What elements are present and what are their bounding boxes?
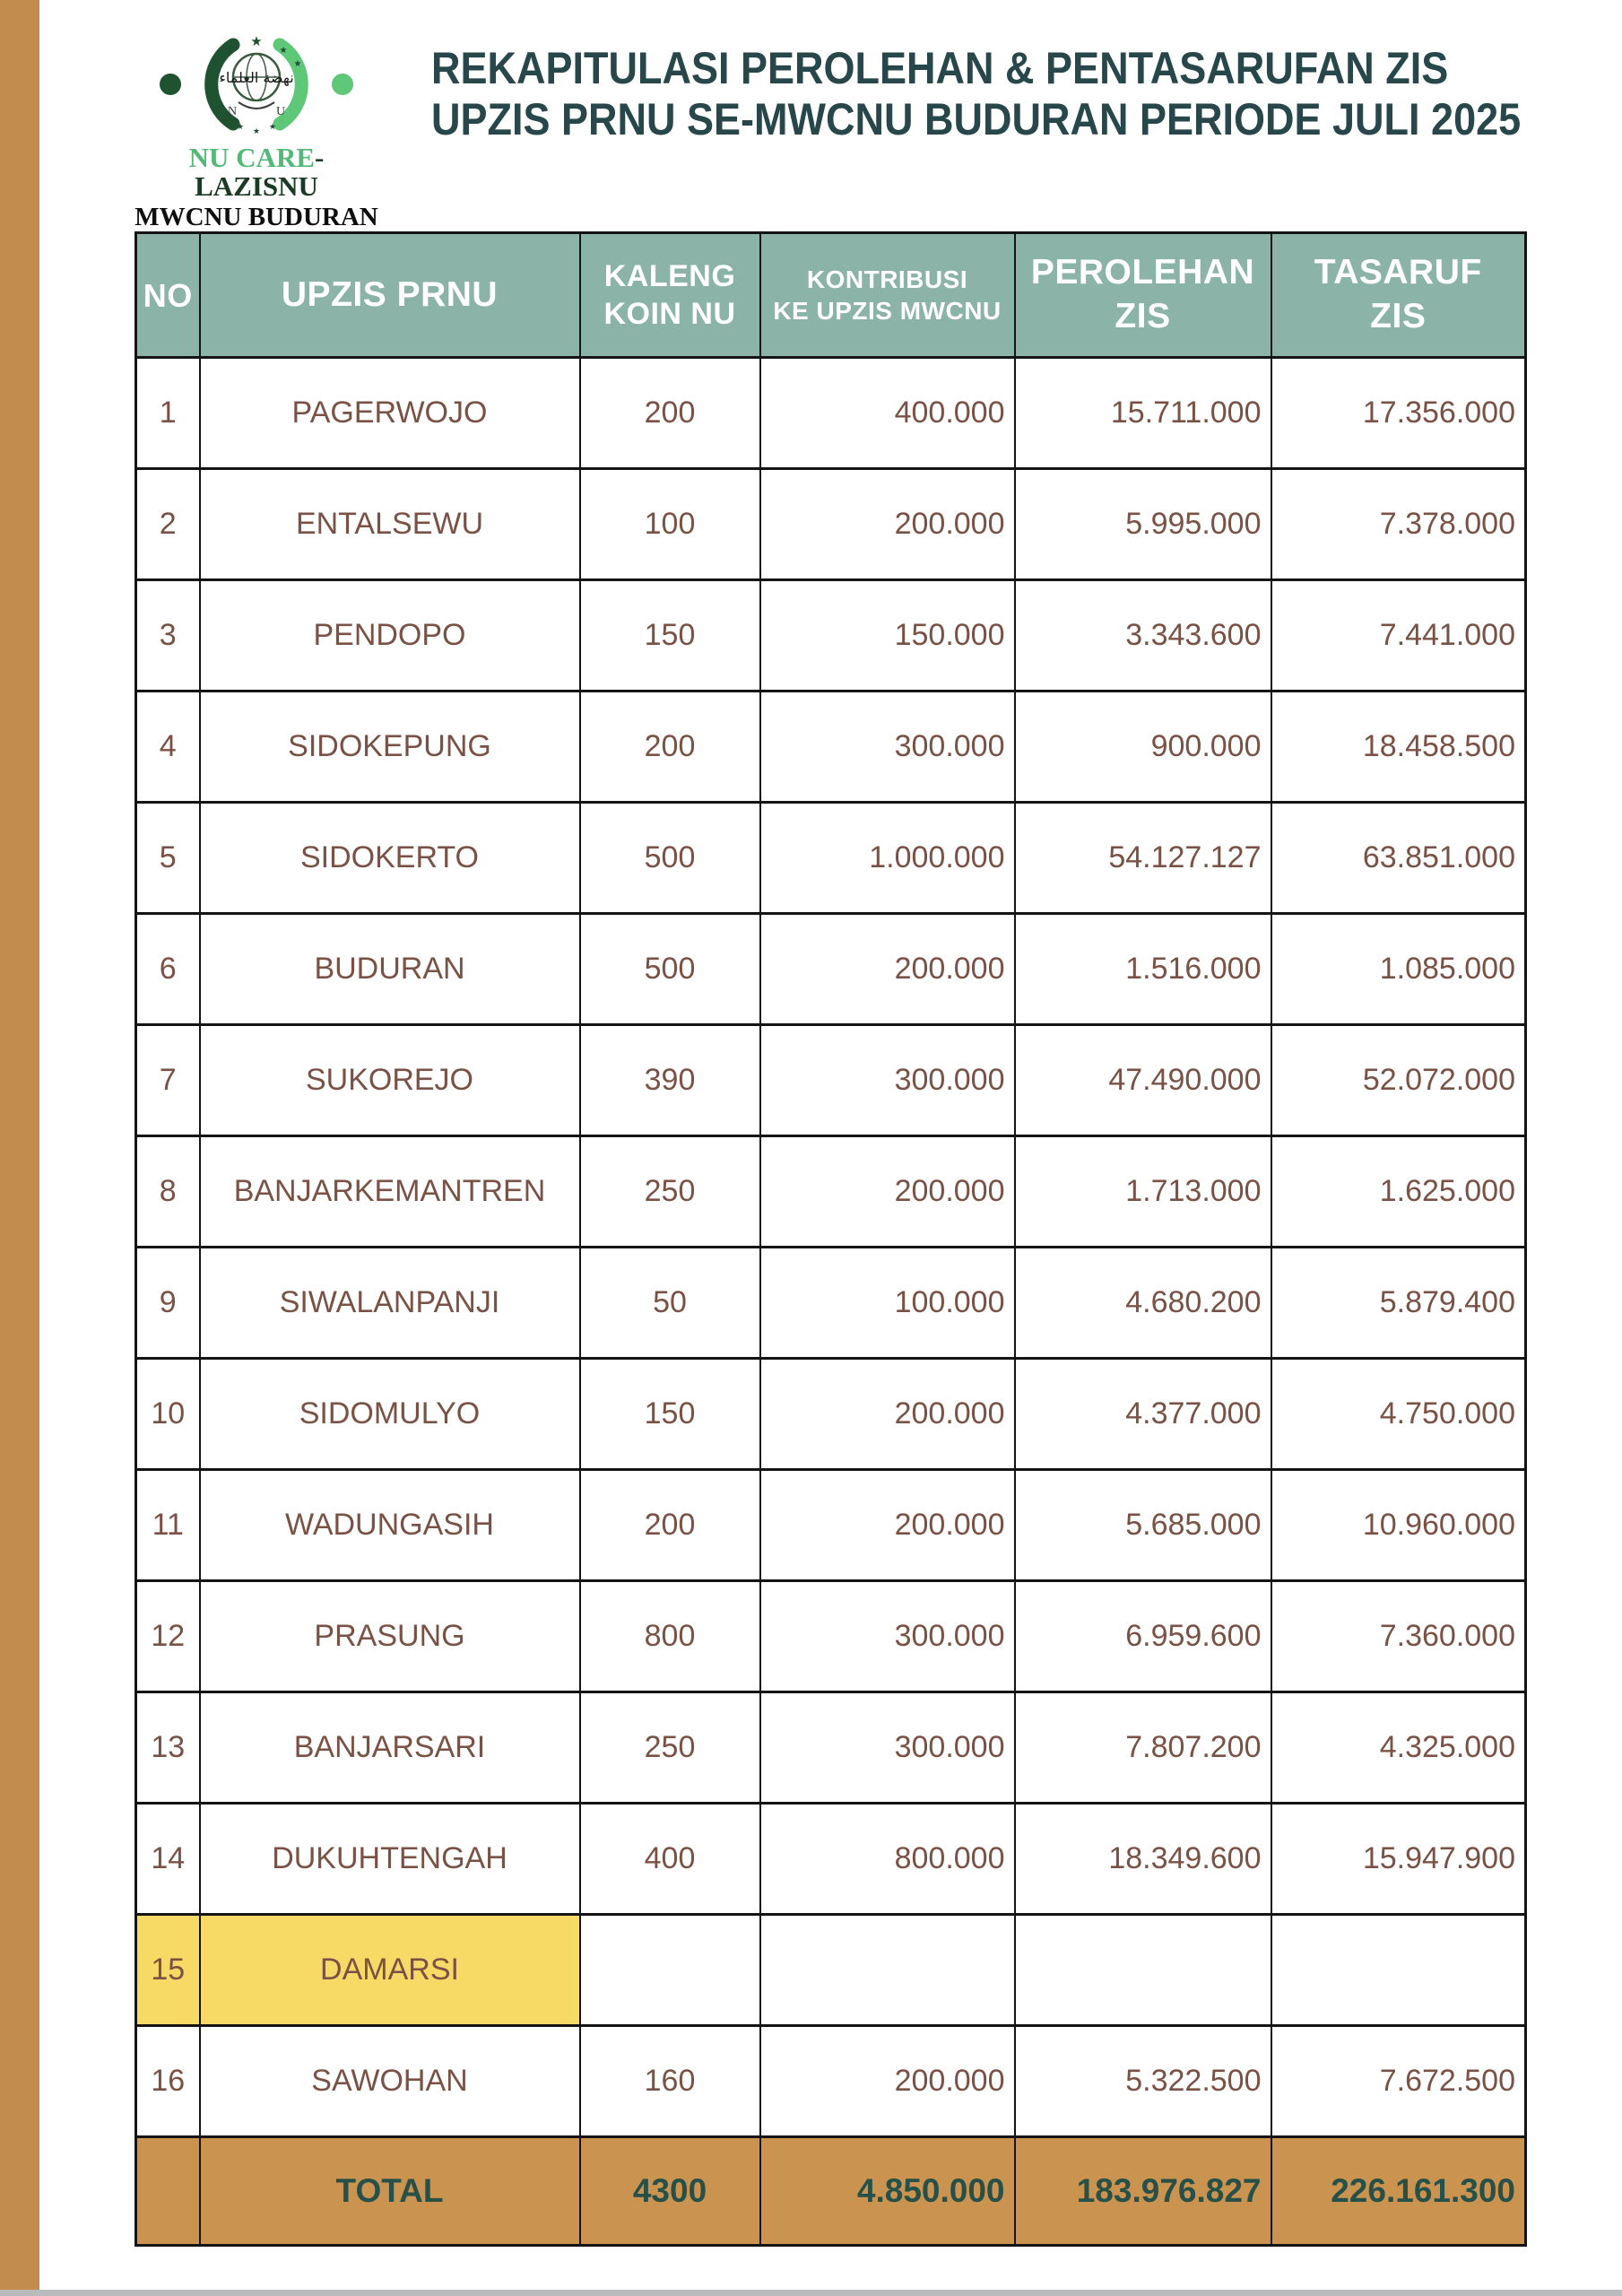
kaleng-value-cell: 50 — [580, 1248, 760, 1359]
perolehan-value-cell: 5.995.000 — [1015, 469, 1271, 580]
logo-letter-n: N — [227, 105, 238, 118]
bottom-edge-strip — [0, 2290, 1622, 2296]
upzis-name-cell: SAWOHAN — [200, 2026, 580, 2137]
row-number-cell: 12 — [136, 1581, 200, 1692]
tasaruf-value-cell: 4.750.000 — [1271, 1359, 1526, 1470]
logo-left-dot — [160, 74, 181, 95]
row-number-cell: 7 — [136, 1025, 200, 1136]
column-header-upzis-prnu: UPZIS PRNU — [200, 233, 580, 358]
tasaruf-value-cell: 5.879.400 — [1271, 1248, 1526, 1359]
upzis-name-cell: BANJARKEMANTREN — [200, 1136, 580, 1248]
column-header-tasaruf-zis: TASARUF ZIS — [1271, 233, 1526, 358]
column-header-no: NO — [136, 233, 200, 358]
upzis-name-cell: SIDOKEPUNG — [200, 691, 580, 803]
tasaruf-value-cell: 4.325.000 — [1271, 1692, 1526, 1804]
table-row — [136, 580, 1526, 691]
kontribusi-value-cell — [760, 1915, 1015, 2026]
kaleng-value-cell — [580, 1915, 760, 2026]
upzis-name-cell: WADUNGASIH — [200, 1470, 580, 1581]
tasaruf-value-cell: 7.378.000 — [1271, 469, 1526, 580]
row-number-cell: 14 — [136, 1804, 200, 1915]
kontribusi-value-cell: 300.000 — [760, 1692, 1015, 1804]
perolehan-value-cell: 4.377.000 — [1015, 1359, 1271, 1470]
kaleng-value-cell: 400 — [580, 1804, 760, 1915]
kaleng-value-cell: 500 — [580, 803, 760, 914]
row-number-cell: 16 — [136, 2026, 200, 2137]
table-row — [136, 358, 1526, 469]
logo-brand-line — [133, 144, 380, 201]
row-number-cell: 10 — [136, 1359, 200, 1470]
perolehan-value-cell: 3.343.600 — [1015, 580, 1271, 691]
kaleng-value-cell: 100 — [580, 469, 760, 580]
tasaruf-value-cell: 18.458.500 — [1271, 691, 1526, 803]
kaleng-value-cell: 200 — [580, 1470, 760, 1581]
kaleng-value-cell: 800 — [580, 1581, 760, 1692]
kontribusi-value-cell: 200.000 — [760, 1136, 1015, 1248]
upzis-name-cell: BANJARSARI — [200, 1692, 580, 1804]
perolehan-value-cell: 1.713.000 — [1015, 1136, 1271, 1248]
kaleng-value-cell: 200 — [580, 691, 760, 803]
tasaruf-value-cell — [1271, 1915, 1526, 2026]
star-icon: ★ — [252, 126, 261, 135]
perolehan-value-cell: 15.711.000 — [1015, 358, 1271, 469]
table-row — [136, 1025, 1526, 1136]
row-number-cell: 3 — [136, 580, 200, 691]
report-title-line1: REKAPITULASI PEROLEHAN & PENTASARUFAN ZIS — [431, 43, 1449, 93]
row-number-cell: 13 — [136, 1692, 200, 1804]
row-number-cell: 15 — [136, 1915, 200, 2026]
total-kaleng-value: 4300 — [580, 2137, 760, 2246]
table-footer — [136, 2137, 1526, 2246]
kontribusi-value-cell: 200.000 — [760, 469, 1015, 580]
kontribusi-value-cell: 300.000 — [760, 1581, 1015, 1692]
total-perolehan-value: 183.976.827 — [1015, 2137, 1271, 2246]
tasaruf-value-cell: 7.672.500 — [1271, 2026, 1526, 2137]
star-icon: ★ — [250, 34, 263, 49]
nu-care-lazisnu-logo — [133, 34, 380, 258]
perolehan-value-cell: 4.680.200 — [1015, 1248, 1271, 1359]
header-row — [136, 233, 1526, 358]
star-icon: ★ — [225, 46, 234, 56]
table-row — [136, 1470, 1526, 1581]
star-icon: ★ — [279, 46, 288, 56]
table-row — [136, 1248, 1526, 1359]
total-row — [136, 2137, 1526, 2246]
table-row — [136, 1915, 1526, 2026]
tasaruf-value-cell: 17.356.000 — [1271, 358, 1526, 469]
perolehan-value-cell: 5.685.000 — [1015, 1470, 1271, 1581]
logo-brand-green: NU CARE — [188, 142, 316, 173]
kontribusi-value-cell: 300.000 — [760, 691, 1015, 803]
kontribusi-value-cell: 200.000 — [760, 914, 1015, 1025]
star-icon: ★ — [293, 59, 302, 69]
table-body — [136, 358, 1526, 2137]
tasaruf-value-cell: 15.947.900 — [1271, 1804, 1526, 1915]
perolehan-value-cell: 5.322.500 — [1015, 2026, 1271, 2137]
kaleng-value-cell: 150 — [580, 1359, 760, 1470]
kontribusi-value-cell: 400.000 — [760, 358, 1015, 469]
kaleng-value-cell: 200 — [580, 358, 760, 469]
perolehan-value-cell: 18.349.600 — [1015, 1804, 1271, 1915]
logo-brand-dark: -LAZISNU — [195, 142, 325, 202]
kontribusi-value-cell: 200.000 — [760, 1470, 1015, 1581]
logo-arabic-text: نهضة العلماء — [219, 69, 294, 86]
upzis-name-cell: SIDOKERTO — [200, 803, 580, 914]
column-header-kaleng-koin-nu: KALENG KOIN NU — [580, 233, 760, 358]
kontribusi-value-cell: 800.000 — [760, 1804, 1015, 1915]
table-row — [136, 914, 1526, 1025]
kontribusi-value-cell: 1.000.000 — [760, 803, 1015, 914]
tasaruf-value-cell: 10.960.000 — [1271, 1470, 1526, 1581]
column-header-perolehan-zis: PEROLEHAN ZIS — [1015, 233, 1271, 358]
table-row — [136, 1692, 1526, 1804]
perolehan-value-cell: 6.959.600 — [1015, 1581, 1271, 1692]
kontribusi-value-cell: 200.000 — [760, 1359, 1015, 1470]
logo-letter-u: U — [275, 105, 286, 118]
kontribusi-value-cell: 100.000 — [760, 1248, 1015, 1359]
star-icon: ★ — [211, 59, 220, 69]
kaleng-value-cell: 500 — [580, 914, 760, 1025]
row-number-cell: 1 — [136, 358, 200, 469]
upzis-name-cell: BUDURAN — [200, 914, 580, 1025]
table-row — [136, 803, 1526, 914]
left-accent-stripe — [0, 0, 39, 2290]
table-row — [136, 1581, 1526, 1692]
table-row — [136, 691, 1526, 803]
perolehan-value-cell: 47.490.000 — [1015, 1025, 1271, 1136]
table-row — [136, 1359, 1526, 1470]
tasaruf-value-cell: 7.360.000 — [1271, 1581, 1526, 1692]
total-kontribusi-value: 4.850.000 — [760, 2137, 1015, 2246]
kaleng-value-cell: 160 — [580, 2026, 760, 2137]
tasaruf-value-cell: 1.085.000 — [1271, 914, 1526, 1025]
table-row — [136, 1136, 1526, 1248]
table-row — [136, 469, 1526, 580]
tasaruf-value-cell: 63.851.000 — [1271, 803, 1526, 914]
row-number-cell: 6 — [136, 914, 200, 1025]
logo-right-dot — [332, 74, 353, 95]
upzis-name-cell: DUKUHTENGAH — [200, 1804, 580, 1915]
report-title-line2: UPZIS PRNU SE-MWCNU BUDURAN PERIODE JULI 2025 — [431, 94, 1522, 144]
upzis-name-cell: SIWALANPANJI — [200, 1248, 580, 1359]
total-label: TOTAL — [200, 2137, 580, 2246]
row-number-cell: 4 — [136, 691, 200, 803]
kaleng-value-cell: 390 — [580, 1025, 760, 1136]
perolehan-value-cell: 54.127.127 — [1015, 803, 1271, 914]
table-row — [136, 1804, 1526, 1915]
kaleng-value-cell: 250 — [580, 1136, 760, 1248]
tasaruf-value-cell: 1.625.000 — [1271, 1136, 1526, 1248]
upzis-name-cell: DAMARSI — [200, 1915, 580, 2026]
kaleng-value-cell: 150 — [580, 580, 760, 691]
row-number-cell: 9 — [136, 1248, 200, 1359]
table-header — [136, 233, 1526, 358]
total-no-cell — [136, 2137, 200, 2246]
row-number-cell: 11 — [136, 1470, 200, 1581]
logo-org-name: MWCNU BUDURAN — [134, 203, 378, 231]
upzis-name-cell: SIDOMULYO — [200, 1359, 580, 1470]
tasaruf-value-cell: 7.441.000 — [1271, 580, 1526, 691]
column-header-kontribusi: KONTRIBUSI KE UPZIS MWCNU — [760, 233, 1015, 358]
table-row — [136, 2026, 1526, 2137]
tasaruf-value-cell: 52.072.000 — [1271, 1025, 1526, 1136]
perolehan-value-cell: 1.516.000 — [1015, 914, 1271, 1025]
upzis-name-cell: ENTALSEWU — [200, 469, 580, 580]
star-icon: ★ — [268, 122, 277, 131]
report-title — [377, 43, 1522, 145]
row-number-cell: 2 — [136, 469, 200, 580]
upzis-name-cell: PENDOPO — [200, 580, 580, 691]
star-icon: ★ — [236, 122, 245, 131]
recap-table — [134, 231, 1527, 2247]
total-tasaruf-value: 226.161.300 — [1271, 2137, 1526, 2246]
kaleng-value-cell: 250 — [580, 1692, 760, 1804]
row-number-cell: 8 — [136, 1136, 200, 1248]
logo-base-curve — [239, 102, 274, 109]
upzis-name-cell: PAGERWOJO — [200, 358, 580, 469]
upzis-name-cell: PRASUNG — [200, 1581, 580, 1692]
kontribusi-value-cell: 300.000 — [760, 1025, 1015, 1136]
perolehan-value-cell: 900.000 — [1015, 691, 1271, 803]
nu-logo-emblem — [143, 34, 369, 144]
upzis-name-cell: SUKOREJO — [200, 1025, 580, 1136]
perolehan-value-cell — [1015, 1915, 1271, 2026]
perolehan-value-cell: 7.807.200 — [1015, 1692, 1271, 1804]
kontribusi-value-cell: 150.000 — [760, 580, 1015, 691]
row-number-cell: 5 — [136, 803, 200, 914]
kontribusi-value-cell: 200.000 — [760, 2026, 1015, 2137]
